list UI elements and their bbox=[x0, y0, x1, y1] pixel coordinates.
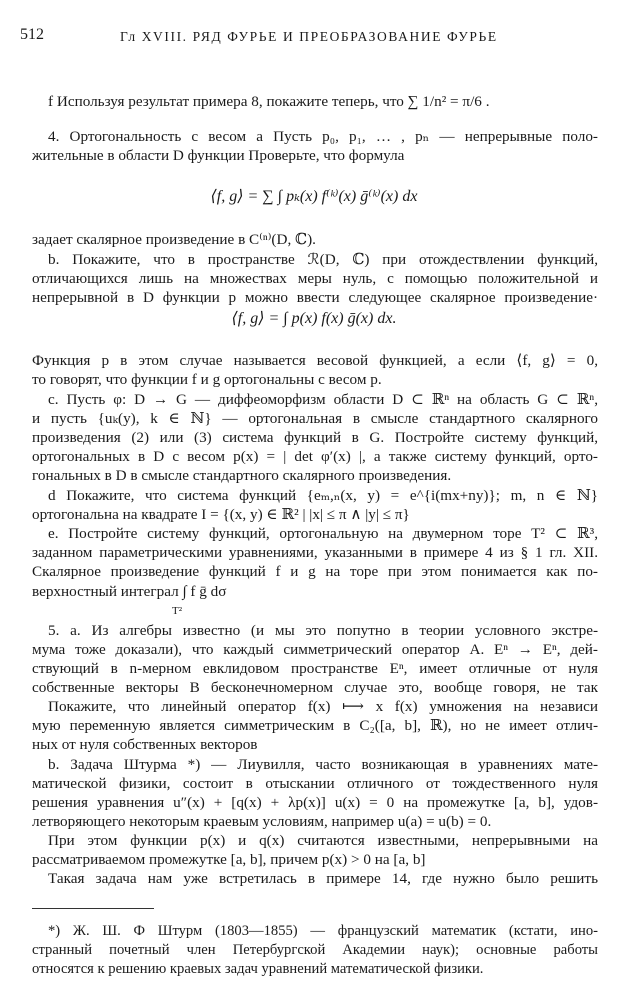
sturm-line7: Такая задача нам уже встретилась в примере 14, где нужно было решить bbox=[48, 870, 598, 887]
footnote-line2: странный почетный член Петербургской Академии наук); основные работы bbox=[32, 942, 598, 958]
problem-4e-line4: верхностный интеграл ∫ f ḡ dσ bbox=[32, 583, 227, 600]
problem-4a-line2: жительные в области D функции Проверьте, что формула bbox=[32, 147, 405, 164]
formula-weighted-inner-product: ⟨f, g⟩ = ∑ ∫ pₖ(x) f⁽ᵏ⁾(x) ḡ⁽ᵏ⁾(x) dx bbox=[210, 188, 418, 205]
problem-5a-line4: собственные векторы В бесконечномерном случае это, вообще говоря, не так bbox=[32, 679, 598, 696]
problem-4e-line3: Скалярное произведение функций f и g на торе при этом понимается как по- bbox=[32, 563, 598, 580]
problem-4c-line5: гональных в D в смысле стандартного скалярного произведения. bbox=[32, 467, 452, 484]
problem-4c-line3: произведения (2) или (3) система функций в G. Постройте систему функций, bbox=[32, 429, 598, 446]
sturm-line1: b. Задача Штурма *) — Лиувилля, часто возникающая в уравнениях мате- bbox=[48, 756, 598, 773]
problem-4b-line2: отличающихся лишь на множествах меры нуль, с помощью положительной и bbox=[32, 270, 598, 287]
footnote-line3: относятся к решению краевых задач уравнений математической физики. bbox=[32, 961, 484, 977]
problem-4e-line1: e. Постройте систему функций, ортогональную на двумерном торе T² ⊂ ℝ³, bbox=[48, 525, 598, 542]
page-number: 512 bbox=[20, 26, 44, 43]
sturm-line5: При этом функции p(x) и q(x) считаются известными, непрерывными на bbox=[48, 832, 598, 849]
sturm-line4: летворяющего некоторым краевым условиям, например u(a) = u(b) = 0. bbox=[32, 813, 492, 830]
problem-4b-line1: b. Покажите, что в пространстве ℛ(D, ℂ) при отождествлении функций, bbox=[48, 251, 598, 268]
problem-4e-line2: заданном параметрическими уравнениями, указанными в примере 4 из § 1 гл. XII. bbox=[32, 544, 598, 561]
problem-5a-line6: мую переменную является симметрическим в C₂([a, b], ℝ), но не имеет отлич- bbox=[32, 717, 598, 734]
problem-4a-line3: задает скалярное произведение в C⁽ⁿ⁾(D, ℂ). bbox=[32, 231, 316, 248]
weight-definition-line1: Функция p в этом случае называется весовой функцией, а если ⟨f, g⟩ = 0, bbox=[32, 352, 598, 369]
problem-5a-line1: 5. а. Из алгебры известно (и мы это попутно в теории условного экстре- bbox=[48, 622, 598, 639]
sturm-line2: матической физики, состоит в отыскании отличного от тождественного нуля bbox=[32, 775, 598, 792]
problem-5a-line2: мума тоже доказали), что каждый симметрический оператор A. Eⁿ → Eⁿ, дей- bbox=[32, 641, 598, 658]
formula-weight-function-product: ⟨f, g⟩ = ∫ p(x) f(x) ḡ(x) dx. bbox=[231, 310, 397, 327]
problem-5a-line3: ствующий в n-мерном евклидовом пространстве Eⁿ, имеет отличные от нуля bbox=[32, 660, 598, 677]
problem-5a-line5: Покажите, что линейный оператор f(x) ⟼ x f(x) умножения на независи bbox=[48, 698, 598, 715]
problem-4d-line2: ортогональна на квадрате I = {(x, y) ∈ ℝ² | |x| ≤ π ∧ |y| ≤ π} bbox=[32, 506, 410, 523]
sturm-line6: рассматриваемом промежутке [a, b], причем p(x) > 0 на [a, b] bbox=[32, 851, 426, 868]
problem-4a-line1: 4. Ортогональность с весом а Пусть p₀, p₁, … , pₙ — непрерывные поло- bbox=[48, 128, 598, 145]
problem-5a-line7: ных от нуля собственных векторов bbox=[32, 736, 258, 753]
running-title: Гл XVIII. РЯД ФУРЬЕ И ПРЕОБРАЗОВАНИЕ ФУРЬЕ bbox=[120, 29, 498, 44]
problem-4b-line3: непрерывной в D функции p можно ввести следующее скалярное произведение· bbox=[32, 289, 598, 306]
problem-f: f Используя результат примера 8, покажите теперь, что ∑ 1/n² = π/6 . bbox=[48, 93, 490, 110]
weight-definition-line2: то говорят, что функции f и g ортогональны с весом p. bbox=[32, 371, 382, 388]
problem-4d-line1: d Покажите, что система функций {eₘ,ₙ(x, y) = e^{i(mx+ny)}; m, n ∈ ℕ} bbox=[48, 487, 598, 504]
footnote-rule bbox=[32, 908, 154, 909]
footnote-line1: *) Ж. Ш. Ф Штурм (1803—1855) — французский математик (кстати, ино- bbox=[48, 923, 598, 939]
torus-subscript: T² bbox=[172, 605, 183, 617]
problem-4c-line2: и пусть {uₖ(y), k ∈ ℕ} — ортогональная в смысле стандартного скалярного bbox=[32, 410, 598, 427]
problem-4c-line1: c. Пусть φ: D → G — диффеоморфизм области D ⊂ ℝⁿ на область G ⊂ ℝⁿ, bbox=[48, 391, 598, 408]
problem-4c-line4: ортогональных в D с весом p(x) = | det φ′(x) |, а также систему функций, орто- bbox=[32, 448, 598, 465]
sturm-line3: решения уравнения u″(x) + [q(x) + λp(x)] u(x) = 0 на промежутке [a, b], удов- bbox=[32, 794, 598, 811]
